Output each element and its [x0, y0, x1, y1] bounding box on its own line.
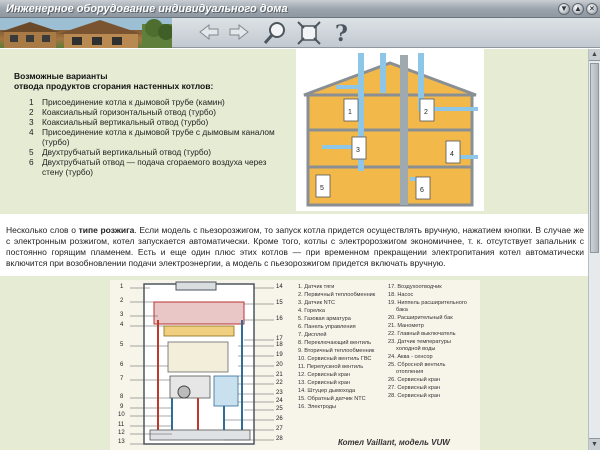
legend-item: бака: [396, 307, 408, 313]
callout-label: 15: [276, 300, 283, 306]
item-number: 5: [29, 147, 34, 157]
list-item: [14, 117, 289, 127]
callout-label: 9: [120, 404, 124, 410]
legend-item: 9. Вторичный теплообменник: [298, 348, 375, 354]
magnifier-icon[interactable]: [262, 20, 288, 46]
boiler-caption: Котел Vaillant, модель VUW: [338, 438, 450, 447]
scroll-up-icon[interactable]: ▲: [589, 49, 600, 61]
minimize-icon[interactable]: ▼: [558, 3, 570, 15]
callout-label: 24: [276, 398, 283, 404]
legend-item: 26. Сервисный кран: [388, 377, 441, 383]
list-item: [14, 107, 289, 117]
legend-item: 1. Датчик тяги: [298, 284, 335, 290]
legend-item: 20. Расширительный бак: [388, 315, 453, 321]
callout-label: 17: [276, 336, 283, 342]
callout-label: 27: [276, 426, 283, 432]
item-number: 3: [29, 117, 34, 127]
content-area: [0, 49, 588, 450]
arrow-left-icon[interactable]: [196, 20, 222, 46]
callout-label: 25: [276, 406, 283, 412]
close-icon[interactable]: ×: [586, 3, 598, 15]
legend-item: 11. Перепускной вентиль: [298, 364, 364, 370]
item-text: Коаксиальный горизонтальный отвод (турбо): [42, 107, 216, 117]
legend-item: холодной воды: [396, 346, 436, 352]
callout-label: 26: [276, 416, 283, 422]
callout-label: 6: [120, 362, 124, 368]
callout-label: 21: [276, 372, 283, 378]
options-heading-line1: Возможные варианты: [14, 71, 108, 81]
legend-item: 12. Сервисный кран: [298, 372, 351, 378]
callout-label: 19: [276, 352, 283, 358]
legend-item: 8. Переключающий вентиль: [298, 340, 372, 346]
callout-label: 18: [276, 342, 283, 348]
callout-label: 13: [118, 439, 125, 445]
flue-options-block: [14, 71, 289, 177]
vertical-scrollbar[interactable]: [588, 49, 600, 450]
scroll-thumb[interactable]: [590, 63, 599, 253]
callout-label: 20: [276, 362, 283, 368]
legend-item: 23. Датчик температуры: [388, 339, 451, 345]
title-bar: [0, 0, 600, 18]
boiler-label: 6: [420, 187, 424, 194]
item-text: Двухтрубчатый вертикальный отвод (турбо): [42, 147, 211, 157]
callout-label: 14: [276, 284, 283, 290]
legend-item: 25. Сбросной вентиль: [388, 362, 446, 368]
paragraph-text-rest: . Если модель с пьезорозжигом, то запуск котла придется осуществлять вручную, нажатием кнопки. В случае же с электронным розжигом, котел запускается автоматически. Кроме того, котлы с электророзжигом экономичнее, т. к. отсутствует запальник с постоянно горящим пламенем. Есть и еще один плюс этих котлов — при временном прекращении электропитания котел автоматически включится при возобновлении подачи электроэнергии, а модель с пьезорозжигом придется включать вручную.: [6, 225, 585, 268]
flue-options-panel: [0, 49, 588, 214]
legend-item: 16. Электроды: [298, 404, 336, 410]
item-text: Присоединение котла к дымовой трубе с дымовым каналом (турбо): [42, 127, 275, 147]
callout-label: 23: [276, 390, 283, 396]
legend-item: 17. Воздухоотводчик: [388, 284, 442, 290]
arrow-right-icon[interactable]: [226, 20, 252, 46]
scroll-down-icon[interactable]: ▼: [589, 438, 600, 450]
legend-item: 7. Дисплей: [298, 332, 327, 338]
list-item: [14, 157, 289, 177]
legend-item: 27. Сервисный кран: [388, 385, 441, 391]
legend-item: отопления: [396, 369, 424, 375]
ignition-paragraph: [6, 225, 584, 269]
boiler-label: 2: [424, 109, 428, 116]
item-text: Коаксиальный вертикальный отвод (турбо): [42, 117, 209, 127]
item-number: 6: [29, 157, 34, 167]
legend-item: 15. Обратный датчик NTC: [298, 396, 366, 402]
header-house-photo: [0, 18, 172, 48]
legend-item: 5. Газовая арматура: [298, 316, 351, 322]
callout-label: 8: [120, 394, 124, 400]
boiler-label: 1: [348, 109, 352, 116]
callout-label: 2: [120, 298, 124, 304]
boiler-label: 4: [450, 151, 454, 158]
options-heading-line2: отвода продуктов сгорания настенных котлов:: [14, 81, 214, 91]
paragraph-text-start: Несколько слов о: [6, 225, 79, 235]
legend-item: 13. Сервисный кран: [298, 380, 351, 386]
legend-item: 21. Манометр: [388, 323, 424, 329]
callout-label: 4: [120, 322, 124, 328]
options-list: [14, 97, 289, 177]
legend-item: 2. Первичный теплообменник: [298, 292, 376, 298]
callout-label: 12: [118, 430, 125, 436]
list-item: [14, 127, 289, 147]
house-flue-diagram: [296, 49, 484, 211]
callout-label: 5: [120, 342, 124, 348]
item-number: 2: [29, 107, 34, 117]
help-icon[interactable]: [328, 20, 354, 46]
boiler-scheme-panel: [0, 276, 588, 450]
callout-label: 11: [118, 422, 125, 428]
legend-item: 10. Сервисный вентиль ГВС: [298, 356, 372, 362]
legend-item: 3. Датчик NTC: [298, 300, 336, 306]
boiler-scheme-figure: [110, 280, 480, 450]
item-number: 1: [29, 97, 34, 107]
item-text: Присоединение котла к дымовой трубе (камин): [42, 97, 225, 107]
callout-label: 7: [120, 376, 124, 382]
legend-item: 18. Насос: [388, 292, 414, 298]
legend-item: 4. Горелка: [298, 308, 325, 314]
toolbar: [0, 18, 600, 48]
boiler-label: 5: [320, 185, 324, 192]
callout-label: 10: [118, 412, 125, 418]
callout-label: 28: [276, 436, 283, 442]
legend-item: 24. Аква - сенсор: [388, 354, 433, 360]
legend-item: 22. Главный выключатель: [388, 331, 456, 337]
legend-item: 14. Штуцер дымохода: [298, 388, 356, 394]
restore-icon[interactable]: ▲: [572, 3, 584, 15]
callout-label: 16: [276, 316, 283, 322]
legend-item: 28. Сервисный кран: [388, 393, 441, 399]
callout-label: 3: [120, 312, 124, 318]
list-item: [14, 147, 289, 157]
legend-item: 19. Ниппель расширительного: [388, 300, 467, 306]
item-text: Двухтрубчатый отвод — подача сгораемого воздуха через стену (турбо): [42, 157, 267, 177]
paragraph-bold-term: типе розжига: [78, 225, 135, 235]
svg-text:?: ?: [335, 21, 348, 46]
fullscreen-icon[interactable]: [296, 20, 322, 46]
options-heading: [14, 71, 289, 91]
item-number: 4: [29, 127, 34, 137]
legend-item: 6. Панель управления: [298, 324, 356, 330]
list-item: [14, 97, 289, 107]
callout-label: 1: [120, 284, 124, 290]
window-title: Инженерное оборудование индивидуального дома: [6, 3, 288, 15]
boiler-label: 3: [356, 147, 360, 154]
callout-label: 22: [276, 380, 283, 386]
